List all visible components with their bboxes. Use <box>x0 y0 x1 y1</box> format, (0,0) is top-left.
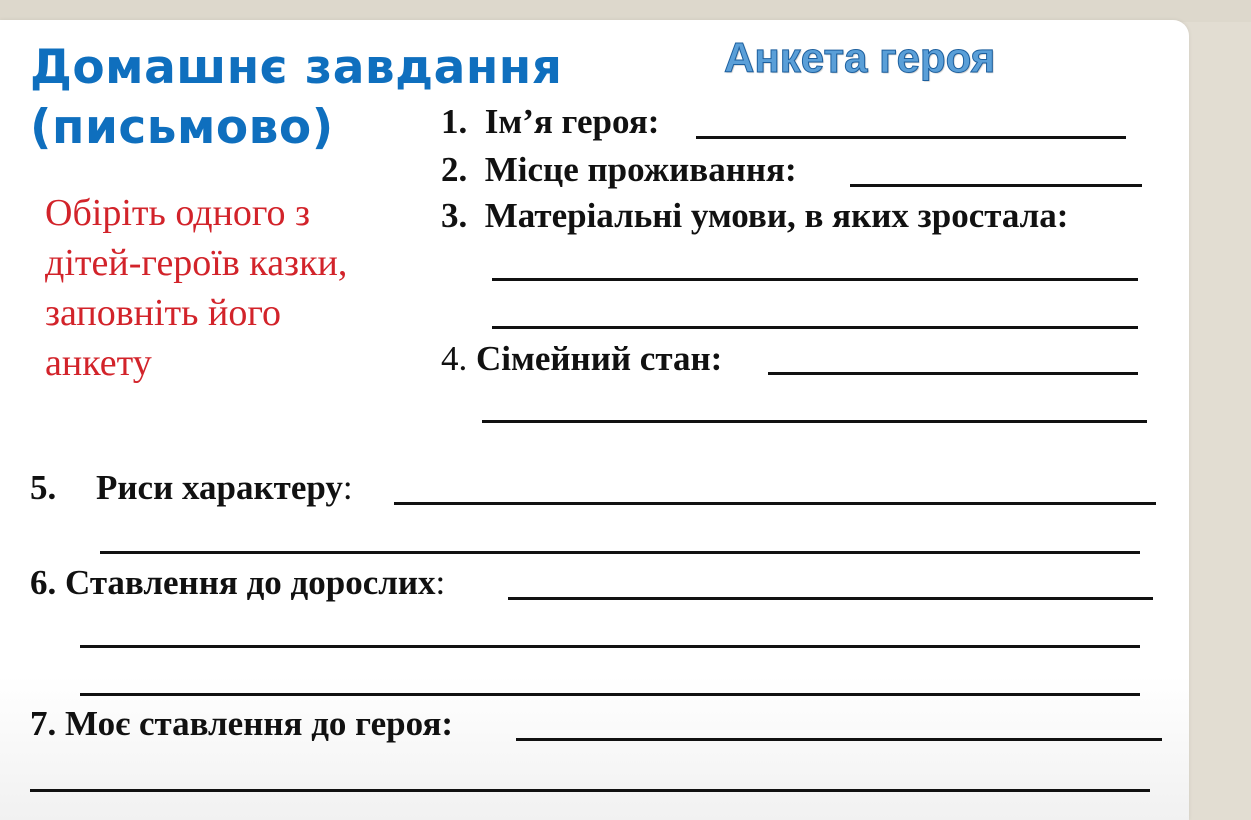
question-7-answer-line-1[interactable] <box>516 738 1162 741</box>
question-1-answer-line[interactable] <box>696 136 1126 139</box>
question-5-number: 5. <box>30 468 57 507</box>
question-5-colon: : <box>342 468 353 507</box>
instruction-line4: анкету <box>45 342 152 384</box>
question-6-answer-line-2[interactable] <box>80 645 1140 648</box>
question-6-colon: : <box>435 563 446 602</box>
question-4-answer-line-1[interactable] <box>768 372 1138 375</box>
question-6 <box>30 563 445 603</box>
question-6-label: 6. Ставлення до дорослих <box>30 563 436 602</box>
question-7-label: 7. Моє ставлення до героя: <box>30 704 462 743</box>
question-1-label: 1. Ім’я героя: <box>441 102 669 141</box>
question-5 <box>96 468 353 508</box>
form-title: Анкета героя <box>724 34 996 81</box>
homework-title-line2: (письмово) <box>30 100 334 155</box>
question-3-answer-line-2[interactable] <box>492 326 1138 329</box>
question-4-answer-line-2[interactable] <box>482 420 1147 423</box>
question-5-answer-line-2[interactable] <box>100 551 1140 554</box>
question-7-answer-line-2[interactable] <box>30 789 1150 792</box>
question-5-answer-line-1[interactable] <box>394 502 1156 505</box>
top-strip <box>0 0 1251 22</box>
question-3-label: 3. Матеріальні умови, в яких зростала: <box>441 196 1069 235</box>
question-4 <box>441 339 731 379</box>
question-5-label: Риси характеру <box>96 468 343 507</box>
question-6-answer-line-3[interactable] <box>80 693 1140 696</box>
question-4-number: 4. <box>441 339 468 378</box>
question-6-answer-line-1[interactable] <box>508 597 1153 600</box>
question-2-answer-line[interactable] <box>850 184 1142 187</box>
question-3-answer-line-1[interactable] <box>492 278 1138 281</box>
homework-title-line1: Домашнє завдання <box>30 40 563 95</box>
instruction-line3: заповніть його <box>45 292 281 334</box>
instruction-line2: дітей-героїв казки, <box>45 242 348 284</box>
instruction-line1: Обіріть одного з <box>45 192 311 234</box>
instruction-text <box>45 188 425 388</box>
question-4-label: Сімейний стан: <box>476 339 732 378</box>
question-2-label: 2. Місце проживання: <box>441 150 806 189</box>
